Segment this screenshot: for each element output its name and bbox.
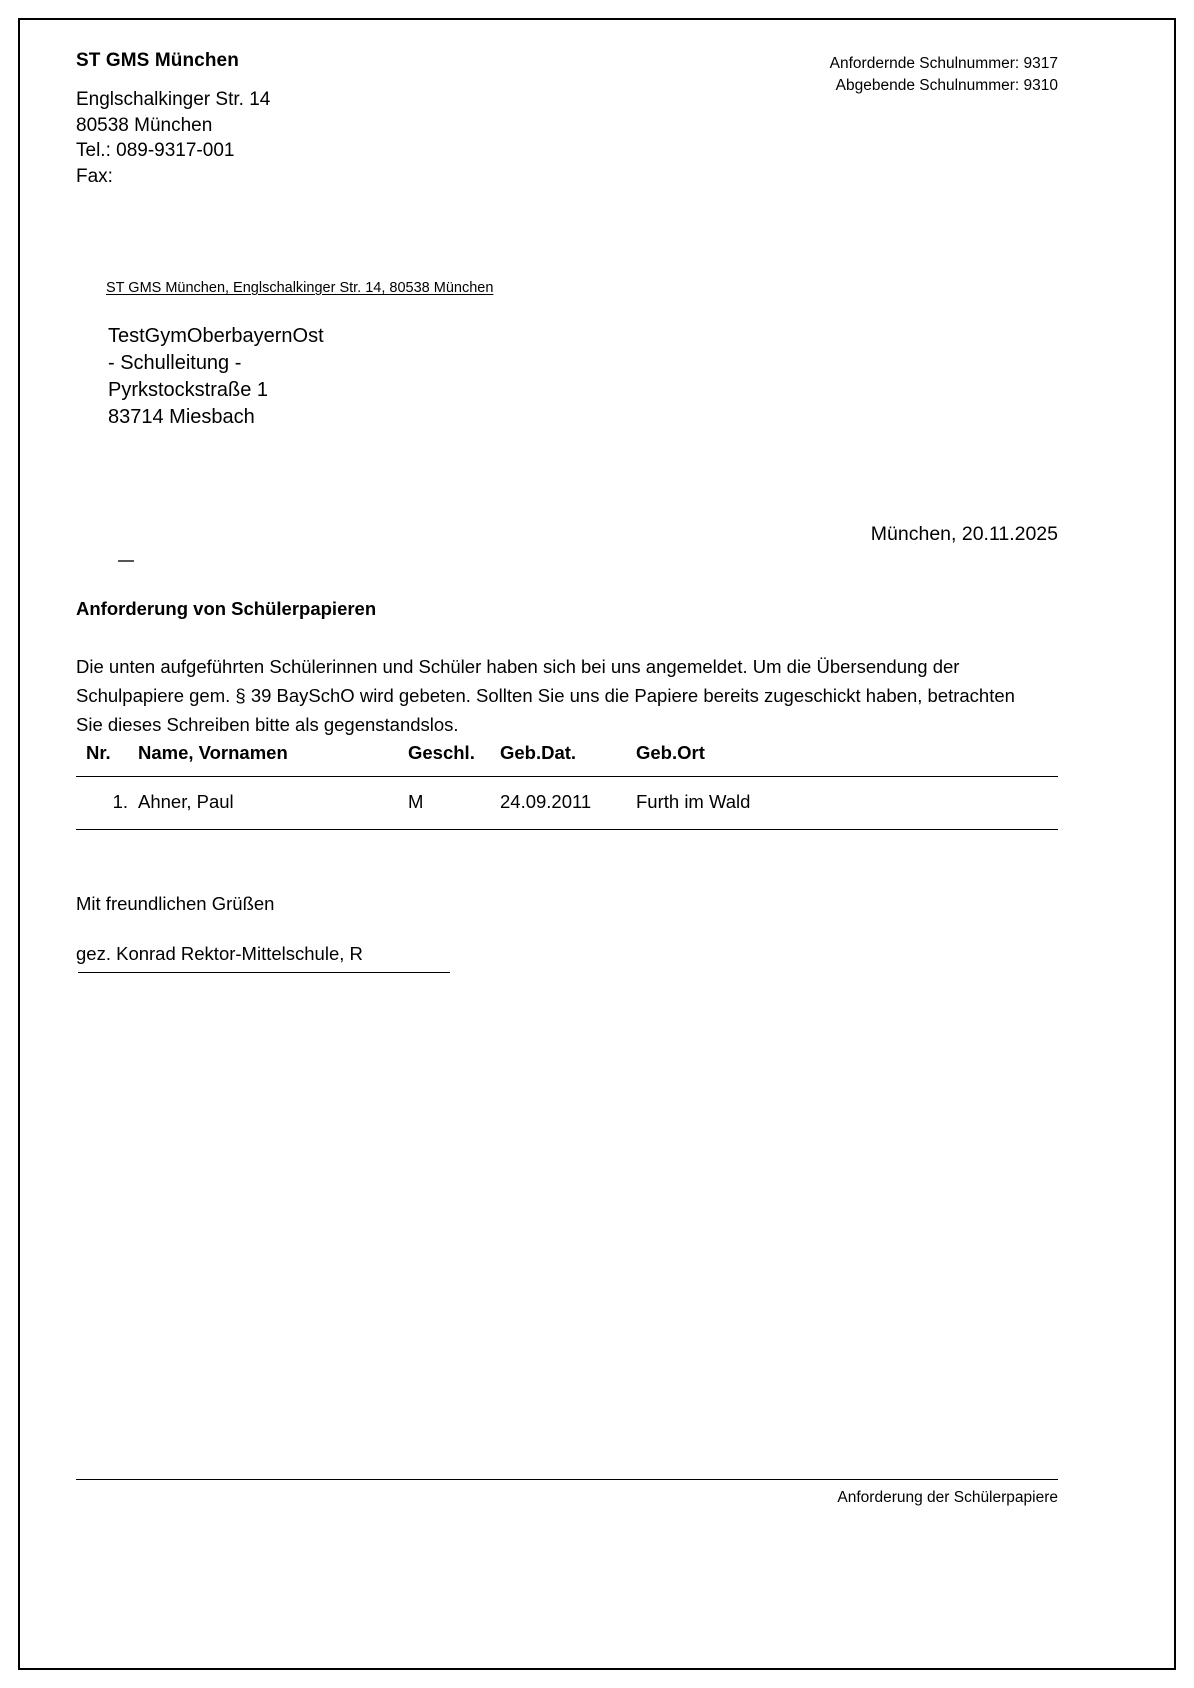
cell-birth-place: Furth im Wald: [636, 791, 751, 812]
return-address-line: ST GMS München, Englschalkinger Str. 14, 80538 München: [106, 280, 494, 296]
page-content: [76, 0, 1058, 1688]
column-header-name: Name, Vornamen: [138, 742, 288, 763]
sender-city: 80538 München: [76, 114, 213, 136]
table-body: [76, 777, 1058, 830]
column-header-gender: Geschl.: [408, 742, 475, 763]
cell-name: Ahner, Paul: [138, 791, 234, 812]
footer-rule: [76, 1479, 1058, 1480]
closing-greeting: Mit freundlichen Grüßen: [76, 893, 275, 914]
subject-line: Anforderung von Schülerpapieren: [76, 598, 377, 619]
footer-label: Anforderung der Schülerpapiere: [837, 1489, 1058, 1506]
school-numbers-block: [830, 53, 1058, 97]
table-row: [76, 777, 1058, 830]
recipient-city: 83714 Miesbach: [108, 406, 255, 428]
table-header-row: [76, 742, 1058, 777]
signature-rule: [78, 972, 450, 973]
column-header-nr: Nr.: [86, 742, 111, 763]
letterhead: [76, 48, 1058, 189]
table-header: [76, 742, 1058, 777]
body-paragraph: Die unten aufgeführten Schülerinnen und Schüler haben sich bei uns angemeldet. Um die Übersendung der Schulpapiere gem. § 39 BaySchO wird gebeten. Sollten Sie uns die Papiere bereits zugeschickt haben, betrachten Sie dieses Schreiben bitte als gegenstandslos.: [76, 656, 1015, 735]
place-and-date: München, 20.11.2025: [870, 523, 1058, 545]
cell-birth-date: 24.09.2011: [500, 791, 592, 812]
recipient-department: - Schulleitung -: [108, 352, 242, 374]
column-header-birth-place: Geb.Ort: [636, 742, 705, 763]
sender-street: Englschalkinger Str. 14: [76, 89, 271, 110]
signature-name: gez. Konrad Rektor-Mittelschule, R: [76, 943, 363, 964]
column-header-birth-date: Geb.Dat.: [500, 742, 577, 763]
releasing-school-number: Abgebende Schulnummer: 9310: [835, 77, 1058, 94]
sender-school-name: ST GMS München: [76, 50, 239, 71]
sender-address-block: [76, 87, 1058, 189]
sender-fax: Fax:: [76, 165, 113, 187]
recipient-name: TestGymOberbayernOst: [108, 325, 324, 347]
recipient-street: Pyrkstockstraße 1: [108, 379, 269, 401]
cell-gender: M: [408, 791, 424, 812]
recipient-address-block: [108, 323, 324, 431]
fold-mark: [118, 560, 134, 562]
sender-phone: Tel.: 089-9317-001: [76, 140, 235, 161]
requesting-school-number: Anfordernde Schulnummer: 9317: [829, 55, 1058, 72]
student-table: [76, 742, 1058, 830]
cell-nr: 1.: [112, 791, 128, 812]
